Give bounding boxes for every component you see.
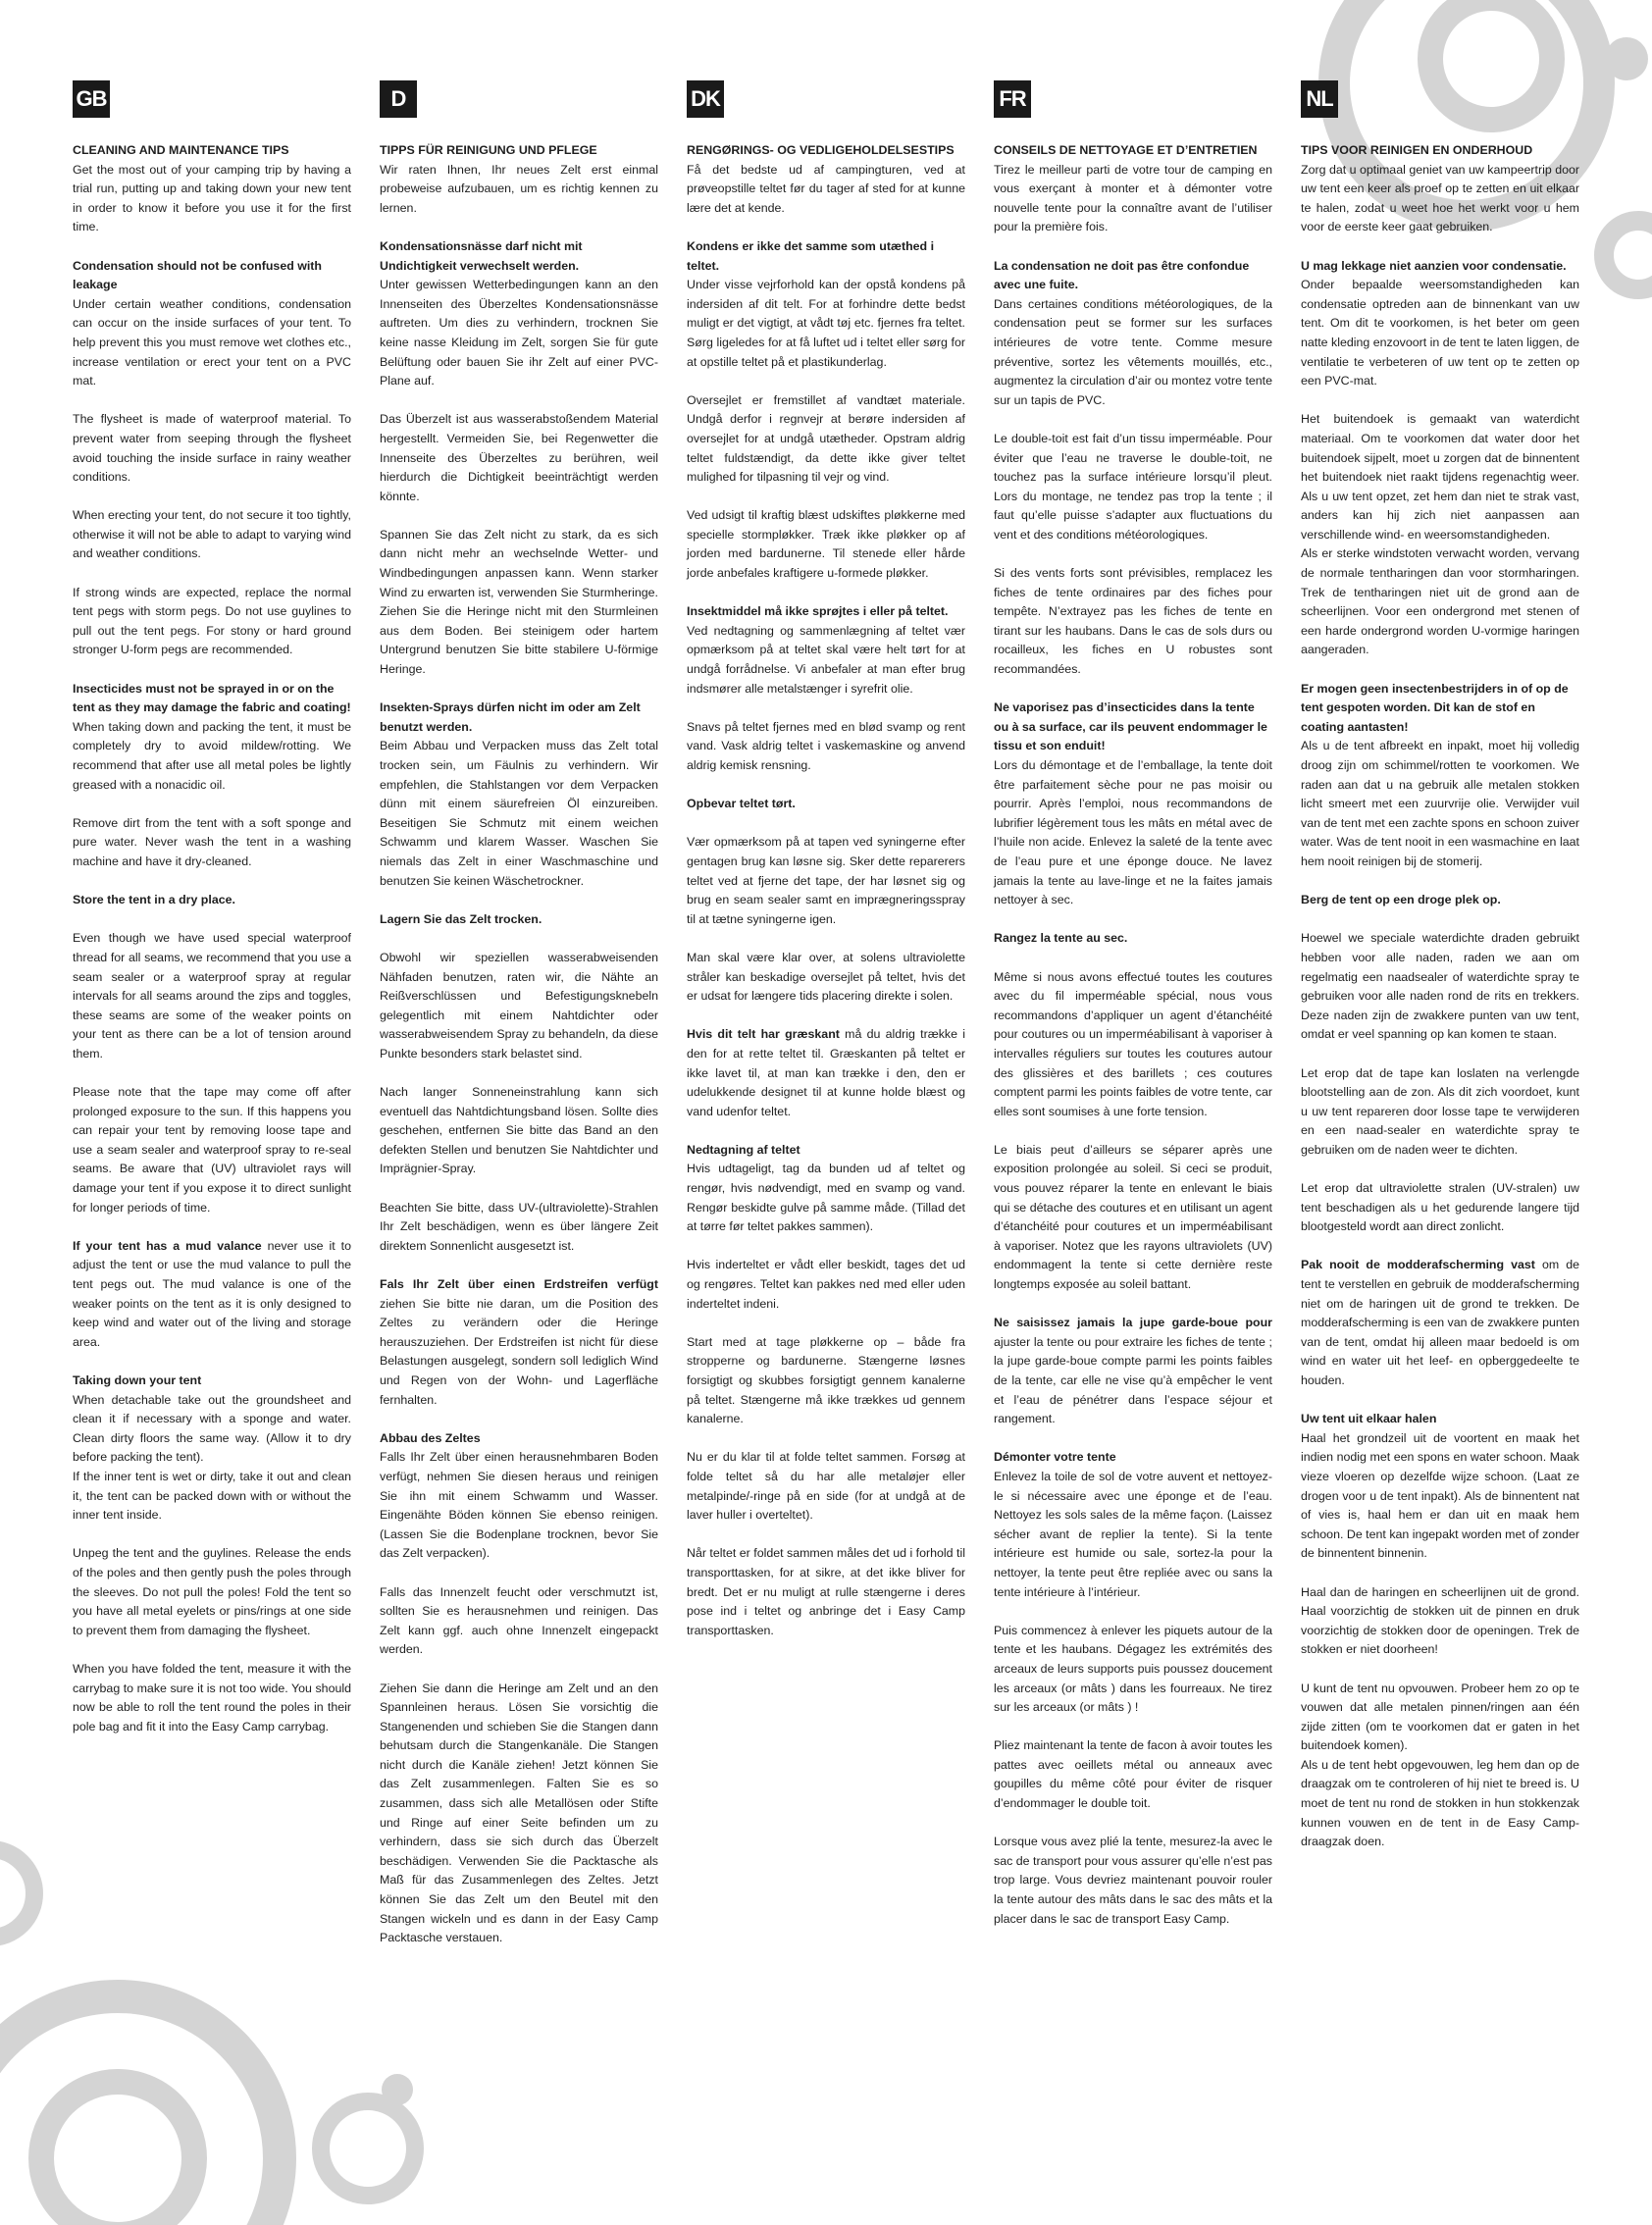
paragraph-text: ajuster la tente ou pour extraire les fiches de tente ; la jupe garde-boue compte parmi les points faibles de la tente, car elle ne vise qu’à empêcher le vent et l’eau de pénétrer dans l’espace séjour et rangement. bbox=[994, 1334, 1272, 1426]
section-block bbox=[1301, 1064, 1579, 1161]
section-block bbox=[994, 257, 1272, 411]
paragraph-text: Hvis udtageligt, tag da bunden ud af teltet og rengør, hvis nødvendigt, med en svamp og vand. Rengør beskidte gulve på samme måde. (Tillad det at tørre før teltet pakkes sammen). bbox=[687, 1162, 965, 1234]
paragraph bbox=[73, 1544, 351, 1640]
paragraph bbox=[994, 756, 1272, 910]
paragraph-text: Falls Ihr Zelt über einen herausnehmbaren Boden verfügt, nehmen Sie diesen heraus und reinigen Sie ihn mit einem Schwamm und Wasser. Eingenähte Böden können Sie ebenso reinigen. (Lassen Sie die Bodenplane trocknen, bevor Sie das Zelt verpacken). bbox=[380, 1450, 658, 1561]
section-heading: Lagern Sie das Zelt trocken. bbox=[380, 911, 542, 926]
section-block bbox=[994, 1448, 1272, 1602]
paragraph bbox=[1301, 1179, 1579, 1237]
section-block bbox=[687, 833, 965, 929]
section-block bbox=[1301, 141, 1579, 237]
section-block bbox=[1301, 1680, 1579, 1852]
paragraph bbox=[687, 1256, 965, 1314]
paragraph-text: never use it to adjust the tent or use the mud valance to pull the tent pegs out. The mud valance is one of the weaker points on the tent as it is only designed to keep wind and water out of the living and storage area. bbox=[73, 1238, 351, 1349]
section-heading: Rangez la tente au sec. bbox=[994, 931, 1128, 946]
section-block bbox=[994, 430, 1272, 545]
paragraph bbox=[380, 949, 658, 1064]
paragraph-text: Le double-toit est fait d’un tissu imperméable. Pour éviter que l’eau ne traverse le double-toit, ne touchez pas la surface intérieure lorsqu’il pleut. Lors du montage, ne tendez pas trop la tente ; il faut qu’elle puisse s’adapter aux fluctuations du vent et des conditions météorologiques. bbox=[994, 431, 1272, 542]
language-badge: NL bbox=[1301, 80, 1338, 118]
paragraph bbox=[380, 526, 658, 680]
section-block bbox=[1301, 1583, 1579, 1660]
paragraph-text: U kunt de tent nu opvouwen. Probeer hem zo op te vouwen dat alle metalen pinnen/ringen aan één zijde zitten (om te voorkomen dat er gaten in het buitendoek komen). bbox=[1301, 1681, 1579, 1753]
section-block bbox=[994, 564, 1272, 680]
section-block bbox=[73, 141, 351, 237]
paragraph bbox=[994, 1314, 1272, 1429]
paragraph-text: If the inner tent is wet or dirty, take it out and clean it, the tent can be packed down with or without the inner tent inside. bbox=[73, 1469, 351, 1523]
paragraph bbox=[73, 929, 351, 1063]
section-block bbox=[687, 1544, 965, 1640]
paragraph bbox=[1301, 410, 1579, 544]
paragraph bbox=[994, 295, 1272, 411]
paragraph bbox=[994, 564, 1272, 680]
section-heading: Démonter votre tente bbox=[994, 1450, 1116, 1465]
column-dk bbox=[687, 80, 965, 2199]
paragraph-text: Puis commencez à enlever les piquets autour de la tente et les haubans. Dégagez les extrémités des arceaux de leurs supports puis poussez doucement les arceaux (or mâts ) dans les fourreaux. Ne tirez sur les arceaux (or mâts ) ! bbox=[994, 1623, 1272, 1715]
section-block bbox=[380, 949, 658, 1064]
section-block bbox=[687, 391, 965, 488]
section-block bbox=[994, 699, 1272, 910]
section-block bbox=[380, 1429, 658, 1564]
paragraph bbox=[994, 161, 1272, 237]
paragraph bbox=[1301, 1064, 1579, 1161]
paragraph bbox=[380, 410, 658, 506]
paragraph-text: Please note that the tape may come off after prolonged exposure to the sun. If this happens you can repair your tent by removing loose tape and use a seam sealer and waterproof spray to re-seal seams. Be aware that (UV) ultraviolet rays will damage your tent if you expose it to direct sunlight for longer periods of time. bbox=[73, 1085, 351, 1215]
section-block bbox=[994, 1833, 1272, 1929]
paragraph bbox=[1301, 1680, 1579, 1756]
paragraph bbox=[73, 1083, 351, 1217]
section-heading: La condensation ne doit pas être confondue avec une fuite. bbox=[994, 258, 1250, 292]
column-nl bbox=[1301, 80, 1579, 2199]
paragraph-text: Obwohl wir speziellen wasserabweisenden Nähfaden benutzen, raten wir, die Nähte an Reißverschlüssen und Befestigungsknebeln gelegentlich mit einem Nahtdichter oder wasserabweisendem Spray zu behandeln, da diese Punkte besonders stark belastet sind. bbox=[380, 950, 658, 1061]
section-block bbox=[380, 1275, 658, 1410]
section-block bbox=[380, 699, 658, 891]
language-badge: DK bbox=[687, 80, 724, 118]
paragraph-text: Under visse vejrforhold kan der opstå kondens på indersiden af dit telt. For at forhindre dette bedst muligt er det vigtigt, at vådt tøj etc. fjernes fra teltet. Sørg ligeledes for at få luftet ud i teltet eller sørg for at opstille teltet på et plastikunderlag. bbox=[687, 278, 965, 369]
paragraph-text: Tirez le meilleur parti de votre tour de camping en vous exerçant à monter et à démonter votre nouvelle tente pour la connaître avant de l’utiliser pour la première fois. bbox=[994, 162, 1272, 234]
paragraph-text: When detachable take out the groundsheet and clean it if necessary with a sponge and water. Clean dirty floors the same way. (Allow it to dry before packing the tent). bbox=[73, 1392, 351, 1465]
paragraph bbox=[380, 276, 658, 391]
paragraph bbox=[994, 1468, 1272, 1602]
column-d bbox=[380, 80, 658, 2199]
section-heading: U mag lekkage niet aanzien voor condensatie. bbox=[1301, 258, 1567, 273]
paragraph bbox=[1301, 1583, 1579, 1660]
section-block bbox=[687, 1141, 965, 1237]
section-block bbox=[73, 814, 351, 872]
section-block bbox=[1301, 410, 1579, 660]
paragraph-text: Si des vents forts sont prévisibles, remplacez les fiches de tente ordinaires par des fiches pour tempête. N’extrayez pas les fiches de tente en tirant sur les haubans. Dans le cas de sols durs ou rocailleux, les fiches en U robustes sont recommandées. bbox=[994, 566, 1272, 677]
paragraph-text: If strong winds are expected, replace the normal tent pegs with storm pegs. Do not use guylines to pull out the tent pegs. For stony or hard ground stronger U-form pegs are recommended. bbox=[73, 585, 351, 657]
section-block bbox=[73, 1660, 351, 1736]
paragraph-text: When taking down and packing the tent, it must be completely dry to avoid mildew/rotting. We recommend that after use all metal poles be lightly greased with a nonacidic oil. bbox=[73, 719, 351, 792]
paragraph-text: Få det bedste ud af campingturen, ved at prøveopstille teltet før du tager af sted for at kunne lære det at kende. bbox=[687, 162, 965, 215]
paragraph bbox=[1301, 161, 1579, 237]
paragraph-text: Snavs på teltet fjernes med en blød svamp og rent vand. Vask aldrig teltet i vaskemaskine og anvend aldrig kemisk rensning. bbox=[687, 719, 965, 772]
section-block bbox=[994, 1141, 1272, 1295]
paragraph-text: Zorg dat u optimaal geniet van uw kampeertrip door uw tent een keer als proef op te zetten en uit elkaar te halen, zodat u weet hoe het werkt voor u hem voor de eerste keer gaat gebruiken. bbox=[1301, 162, 1579, 234]
paragraph bbox=[687, 276, 965, 372]
paragraph-text: Als u de tent afbreekt en inpakt, moet hij volledig droog zijn om schimmel/rotten te voorkomen. We raden aan dat u na gebruik alle metalen stokken licht smeert met een zuurvrije olie. Verwijder vuil van de tent met een zachte spons en schoon zuiver water. Was de tent nooit in een wasmachine en laat hem nooit reinigen bij de stomerij. bbox=[1301, 739, 1579, 868]
paragraph-text: Oversejlet er fremstillet af vandtæt materiale. Undgå derfor i regnvejr at berøre indersiden af oversejlet for at undgå utætheder. Opstram aldrig teltet fuldstændigt, da dette ikke giver teltet mulighed for tilpasning til vejr og vind. bbox=[687, 392, 965, 485]
section-block bbox=[687, 1256, 965, 1314]
paragraph bbox=[73, 1468, 351, 1526]
section-heading: Ne vaporisez pas d’insecticides dans la tente ou à sa surface, car ils peuvent endommager le tissu et son enduit! bbox=[994, 700, 1267, 753]
column-fr bbox=[994, 80, 1272, 2199]
paragraph bbox=[994, 1833, 1272, 1929]
paragraph-text: Let erop dat de tape kan loslaten na verlengde blootstelling aan de zon. Als dit zich voordoet, kunt u uw tent repareren door losse tape te verwijderen en een naad-sealer en waterdichte spray te gebruiken om de naden weer te dichten. bbox=[1301, 1065, 1579, 1157]
paragraph-text: Enlevez la toile de sol de votre auvent et nettoyez-le si nécessaire avec une éponge et de l’eau. Nettoyez les sols sales de la même façon. (Laissez sécher avant de replier la tente). Si la tente intérieure est humide ou sale, sortez-la pour la nettoyer, la tente peut être repliée avec ou sans la tente intérieure à l’intérieur. bbox=[994, 1469, 1272, 1599]
paragraph-text: Let erop dat ultraviolette stralen (UV-stralen) uw tent beschadigen als u het gedurende langere tijd blootgesteld wordt aan direct zonlicht. bbox=[1301, 1181, 1579, 1234]
section-heading: TIPPS FÜR REINIGUNG UND PFLEGE bbox=[380, 143, 597, 157]
section-heading: Condensation should not be confused with leakage bbox=[73, 258, 322, 292]
paragraph-text: Haal dan de haringen en scheerlijnen uit de grond. Haal voorzichtig de stokken uit de pinnen en druk voorzichtig de stokken door de openingen. Trek de stokken er niet doorheen! bbox=[1301, 1584, 1579, 1657]
paragraph bbox=[994, 430, 1272, 545]
paragraph-text: Dans certaines conditions météorologiques, de la condensation peut se former sur les surfaces intérieures de votre tente. Comme mesure préventive, sortez les vêtements mouillés, etc., augmentez la circulation d’air ou montez votre tente sur un tapis de PVC. bbox=[994, 296, 1272, 407]
section-block bbox=[994, 968, 1272, 1122]
section-block bbox=[1301, 680, 1579, 872]
paragraph bbox=[1301, 1256, 1579, 1390]
paragraph-text: Pliez maintenant la tente de facon à avoir toutes les pattes avec oeillets métal ou anneaux avec goupilles du même côté pour éviter de risquer d’endommager le double toit. bbox=[994, 1738, 1272, 1811]
paragraph-text: Vær opmærksom på at tapen ved syningerne efter gentagen brug kan løsne sig. Sker dette reparerers teltet ved at fjerne det tape, der har løsnet sig og brug en seam sealer samt en imprægneringsspray til at tætne syningerne igen. bbox=[687, 835, 965, 926]
paragraph-text: Beim Abbau und Verpacken muss das Zelt total trocken sein, um Fäulnis zu verhindern. Wir empfehlen, die Stahlstangen vor dem Verpacken dünn mit einem säurefreien Öl einzureiben. Beseitigen Sie Schmutz mit einem weichen Schwamm und klarem Wasser. Waschen Sie niemals das Zelt in einer Waschmaschine und benutzen Sie keinen Wäschetrockner. bbox=[380, 739, 658, 888]
bold-lead-in: Ne saisissez jamais la jupe garde-boue pour bbox=[994, 1316, 1272, 1330]
paragraph bbox=[380, 161, 658, 219]
paragraph-text: Het buitendoek is gemaakt van waterdicht materiaal. Om te voorkomen dat water door het buitendoek sijpelt, moet u zorgen dat de binnentent het buitendoek niet raakt tijdens regenachtig weer. Als u uw tent opzet, zet hem dan niet te strak vast, anders kan hij zich niet aanpassen aan verschillende wind- en weersomstandigheden. bbox=[1301, 412, 1579, 542]
paragraph-text: Ziehen Sie dann die Heringe am Zelt und an den Spannleinen heraus. Lösen Sie vorsichtig die Stangenenden und schieben Sie die Stangen dann behutsam durch die Stangenkanäle. Die Stangen nicht durch die Kanäle ziehen! Jetzt können Sie das Zelt zusammenlegen. Falten Sie es so zusammen, dass sich alle Metallösen oder Stifte und Ringe auf einer Seite befinden um zu verhindern, dass sie sich durch das Überzelt beschädigen. Verwenden Sie die Packtasche als Maß für das Zusammenlegen des Zeltes. Jetzt können Sie das Zelt um den Beutel mit den Stangen wickeln und es dann in der Easy Camp Packtasche verstauen. bbox=[380, 1681, 658, 1945]
section-heading: Kondens er ikke det samme som utæthed i teltet. bbox=[687, 238, 935, 273]
section-heading: RENGØRINGS- OG VEDLIGEHOLDELSESTIPS bbox=[687, 143, 955, 157]
paragraph bbox=[73, 584, 351, 660]
paragraph bbox=[687, 506, 965, 583]
section-block bbox=[994, 1314, 1272, 1429]
paragraph-text: Lorsque vous avez plié la tente, mesurez-la avec le sac de transport pour vous assurer qu’elle n’est pas trop large. Vous devriez maintenant pouvoir rouler la tente autour des mâts dans le sac des mâts et la placer dans le sac de transport Easy Camp. bbox=[994, 1835, 1272, 1926]
paragraph bbox=[994, 1141, 1272, 1295]
paragraph bbox=[687, 622, 965, 699]
paragraph bbox=[687, 1333, 965, 1429]
paragraph bbox=[380, 1083, 658, 1179]
paragraph bbox=[687, 833, 965, 929]
paragraph bbox=[73, 1660, 351, 1736]
paragraph-text: Ved udsigt til kraftig blæst udskiftes pløkkerne med specielle stormpløkker. Træk ikke pløkker op af jorden med bardunerne. Til stenede eller hårde jorde anbefales kraftigere u-formede pløkker. bbox=[687, 508, 965, 581]
paragraph bbox=[380, 1680, 658, 1948]
paragraph-text: Hoewel we speciale waterdichte draden gebruikt hebben voor alle naden, raden we aan om regelmatig een naadsealer of waterdichte spray te gebruiken voor alle naden rond de rits en trekkers. Deze naden zijn de zwakkere punten van uw tent, omdat er veel spanning op kan komen te staan. bbox=[1301, 931, 1579, 1042]
paragraph-text: Als u de tent hebt opgevouwen, leg hem dan op de draagzak om te controleren of hij niet te breed is. U moet de tent nu rond de stokken in hun stokkenzak kunnen vouwen en de tent in de Easy Camp-draagzak doen. bbox=[1301, 1757, 1579, 1849]
section-heading: CONSEILS DE NETTOYAGE ET D’ENTRETIEN bbox=[994, 143, 1258, 157]
paragraph bbox=[73, 718, 351, 795]
paragraph bbox=[73, 295, 351, 391]
language-badge: D bbox=[380, 80, 417, 118]
circle-dot-top-right bbox=[1605, 37, 1648, 80]
paragraph bbox=[1301, 929, 1579, 1045]
bold-lead-in: Hvis dit telt har græskant bbox=[687, 1027, 840, 1042]
paragraph bbox=[1301, 1756, 1579, 1852]
paragraph-text: The flysheet is made of waterproof material. To prevent water from seeping through the flysheet avoid touching the inside surface in rainy weather conditions. bbox=[73, 412, 351, 485]
section-block bbox=[380, 1583, 658, 1660]
paragraph bbox=[73, 1237, 351, 1353]
section-block bbox=[380, 910, 658, 930]
paragraph bbox=[380, 1583, 658, 1660]
section-block bbox=[380, 1083, 658, 1179]
paragraph bbox=[1301, 1429, 1579, 1564]
paragraph bbox=[687, 1160, 965, 1236]
paragraph-text: må du aldrig trække i den for at rette teltet til. Græskanten på teltet er ikke lavet til, at man kan trække i den, den er udelukkende designet til at kunne holde blæst og vand udenfor teltet. bbox=[687, 1027, 965, 1118]
section-block bbox=[994, 141, 1272, 237]
column-gb bbox=[73, 80, 351, 2199]
paragraph-text: Als er sterke windstoten verwacht worden, vervang de normale tentharingen dan voor stormharingen. Trek de tentharingen niet uit de grond aan de scheerlijnen. Voor een ondergrond met stenen of een harde ondergrond worden U-vormige haringen aangeraden. bbox=[1301, 546, 1579, 657]
section-block bbox=[1301, 257, 1579, 391]
section-heading: Kondensationsnässe darf nicht mit Undichtigkeit verwechselt werden. bbox=[380, 238, 583, 273]
paragraph bbox=[994, 1736, 1272, 1813]
section-block bbox=[1301, 1410, 1579, 1564]
section-block bbox=[73, 410, 351, 487]
paragraph-text: Wir raten Ihnen, Ihr neues Zelt erst einmal probeweise aufzubauen, um es richtig kennen zu lernen. bbox=[380, 162, 658, 215]
section-block bbox=[687, 1448, 965, 1525]
paragraph bbox=[380, 1199, 658, 1257]
section-block bbox=[1301, 1179, 1579, 1237]
section-heading: Insektmiddel må ikke sprøjtes i eller på teltet. bbox=[687, 604, 949, 619]
section-block bbox=[994, 929, 1272, 949]
paragraph-text: Onder bepaalde weersomstandigheden kan condensatie optreden aan de binnenkant van uw tent. Om dit te voorkomen, is het beter om geen natte kleding enzovoort in de tent te laten liggen, de ventilatie te verbeteren of uw tent op te zetten op een PVC-mat. bbox=[1301, 278, 1579, 388]
paragraph bbox=[73, 1391, 351, 1468]
section-heading: Abbau des Zeltes bbox=[380, 1430, 481, 1445]
circle-ring-bottom-left-edge bbox=[0, 1849, 34, 1938]
paragraph bbox=[1301, 276, 1579, 391]
bold-lead-in: Pak nooit de modderafscherming vast bbox=[1301, 1258, 1535, 1272]
bold-lead-in: Fals Ihr Zelt über einen Erdstreifen verfügt bbox=[380, 1277, 658, 1292]
paragraph bbox=[380, 737, 658, 891]
paragraph-text: Lors du démontage et de l’emballage, la tente doit être parfaitement sèche pour ne pas moisir ou pourrir. Après l’emploi, nous recommandons de lubrifier légèrement tous les mâts en métal avec de l’huile non acide. Enlevez la saleté de la tente avec de l’eau pure et une éponge douce. Ne lavez jamais la tente au lave-linge et ne la faites jamais nettoyer à sec. bbox=[994, 758, 1272, 907]
section-heading: CLEANING AND MAINTENANCE TIPS bbox=[73, 143, 289, 157]
section-block bbox=[73, 1544, 351, 1640]
paragraph-text: Even though we have used special waterproof thread for all seams, we recommend that you use a seam sealer or a waterproof spray at regular intervals for all seams around the zips and toggles, these seams are some of the weaker points on your tent as there can be a lot of tension around them. bbox=[73, 931, 351, 1061]
section-block bbox=[994, 1622, 1272, 1718]
section-block bbox=[73, 1237, 351, 1353]
paragraph-text: Get the most out of your camping trip by having a trial run, putting up and taking down your new tent in order to know it before you use it for the first time. bbox=[73, 162, 351, 234]
paragraph bbox=[687, 161, 965, 219]
paragraph-text: Même si nous avons effectué toutes les coutures avec du fil imperméable spécial, nous vous recommandons d’appliquer un agent d’étanchéité pour coutures ou un imperméabilisant à vaporiser à intervalles réguliers sur toutes les coutures autour des glissières et des barillets ; ces coutures comptent parmi les points faibles de votre tente, car elles sont soumises à une forte tension. bbox=[994, 969, 1272, 1118]
paragraph bbox=[687, 1544, 965, 1640]
section-block bbox=[1301, 929, 1579, 1045]
language-columns bbox=[73, 80, 1578, 2199]
paragraph bbox=[687, 1448, 965, 1525]
section-block bbox=[73, 1371, 351, 1526]
section-heading: Opbevar teltet tørt. bbox=[687, 797, 796, 811]
section-block bbox=[73, 257, 351, 391]
paragraph bbox=[73, 814, 351, 872]
paragraph-text: When you have folded the tent, measure it with the carrybag to make sure it is not too wide. You should now be able to roll the tent round the poles in their pole bag and fit it into the Easy Camp carrybag. bbox=[73, 1661, 351, 1733]
section-block bbox=[380, 410, 658, 506]
section-block bbox=[687, 1025, 965, 1121]
section-heading: Uw tent uit elkaar halen bbox=[1301, 1412, 1437, 1426]
paragraph-text: ziehen Sie bitte nie daran, um die Position des Zeltes zu verändern oder die Heringe herauszuziehen. Der Erdstreifen ist nicht für diese Belastungen ausgelegt, sondern soll lediglich Wind und Regen von der Wohn- und Lagerfläche fernhalten. bbox=[380, 1296, 658, 1407]
section-block bbox=[380, 141, 658, 218]
paragraph-text: Nach langer Sonneneinstrahlung kann sich eventuell das Nahtdichtungsband lösen. Sollte dies geschehen, entfernen Sie bitte das Band an den defekten Stellen und benutzen Sie Nahtdichter und Imprägnier-Spray. bbox=[380, 1085, 658, 1176]
section-block bbox=[73, 680, 351, 796]
section-block bbox=[73, 891, 351, 910]
section-block bbox=[687, 602, 965, 699]
paragraph-text: Falls das Innenzelt feucht oder verschmutzt ist, sollten Sie es herausnehmen und reinigen. Das Zelt kann ggf. auch ohne Innenzelt eingepackt werden. bbox=[380, 1584, 658, 1657]
section-block bbox=[73, 584, 351, 660]
section-block bbox=[380, 526, 658, 680]
paragraph-text: Når teltet er foldet sammen måles det ud i forhold til transporttasken, for at sikre, at det ikke bliver for bredt. Det er nu muligt at rulle stængerne i deres pose ind i teltet og anbringe det i Easy Camp transporttasken. bbox=[687, 1546, 965, 1637]
paragraph-text: Man skal være klar over, at solens ultraviolette stråler kan beskadige oversejlet på teltet, hvis det er udsat for længere tids placering direkte i solen. bbox=[687, 950, 965, 1004]
section-block bbox=[687, 1333, 965, 1429]
language-badge: FR bbox=[994, 80, 1031, 118]
section-block bbox=[73, 929, 351, 1063]
paragraph-text: Start med at tage pløkkerne op – både fra stropperne og bardunerne. Stængerne løsnes forsigtigt og skubbes forsigtigt gennem kanalerne på teltet. Stængerne må ikke trækkes ud gennem kanalerne. bbox=[687, 1334, 965, 1426]
paragraph bbox=[994, 1622, 1272, 1718]
circle-ring-top-right-small bbox=[1604, 221, 1652, 289]
paragraph-text: Das Überzelt ist aus wasserabstoßendem Material hergestellt. Vermeiden Sie, bei Regenwetter die Innenseite des Überzeltes zu berühren, weil hierdurch die Dichtigkeit beeinträchtigt werden könnte. bbox=[380, 412, 658, 503]
paragraph bbox=[687, 718, 965, 776]
paragraph bbox=[994, 968, 1272, 1122]
section-heading: Insekten-Sprays dürfen nicht im oder am Zelt benutzt werden. bbox=[380, 700, 641, 734]
paragraph-text: Remove dirt from the tent with a soft sponge and pure water. Never wash the tent in a washing machine and have it dry-cleaned. bbox=[73, 815, 351, 868]
section-heading: Store the tent in a dry place. bbox=[73, 893, 235, 907]
section-heading: Berg de tent op een droge plek op. bbox=[1301, 893, 1501, 907]
section-heading: Er mogen geen insectenbestrijders in of op de tent gespoten worden. Dit kan de stof en coating aantasten! bbox=[1301, 681, 1569, 734]
paragraph-text: Haal het grondzeil uit de voortent en maak het indien nodig met een spons en water schoon. Maak vieze vloeren op dezelfde wijze schoon. (Laat ze drogen voor u de tent inpakt). Als de binnentent nat of vies is, haal hem er dan uit en maak hem schoon. De tent kan ingepakt worden met of zonder de binnentent binnenin. bbox=[1301, 1430, 1579, 1561]
paragraph-text: Beachten Sie bitte, dass UV-(ultraviolette)-Strahlen Ihr Zelt beschädigen, wenn es über längere Zeit direktem Sonnenlicht ausgesetzt ist. bbox=[380, 1200, 658, 1253]
paragraph bbox=[380, 1448, 658, 1564]
paragraph bbox=[73, 410, 351, 487]
section-block bbox=[687, 718, 965, 776]
section-block bbox=[687, 949, 965, 1007]
section-heading: Insecticides must not be sprayed in or on the tent as they may damage the fabric and coating! bbox=[73, 681, 351, 715]
paragraph-text: Under certain weather conditions, condensation can occur on the inside surfaces of your tent. To help prevent this you must remove wet clothes etc., increase ventilation or erect your tent on a PVC mat. bbox=[73, 296, 351, 388]
section-heading: Taking down your tent bbox=[73, 1373, 202, 1387]
paragraph bbox=[687, 949, 965, 1007]
paragraph bbox=[1301, 544, 1579, 660]
section-block bbox=[687, 506, 965, 583]
section-block bbox=[380, 237, 658, 391]
section-heading: Nedtagning af teltet bbox=[687, 1142, 800, 1157]
section-block bbox=[994, 1736, 1272, 1813]
language-badge: GB bbox=[73, 80, 110, 118]
paragraph bbox=[73, 506, 351, 564]
paragraph-text: When erecting your tent, do not secure it too tightly, otherwise it will not be able to adapt to varying wind and weather conditions. bbox=[73, 508, 351, 561]
paragraph bbox=[1301, 737, 1579, 871]
paragraph-text: Le biais peut d’ailleurs se séparer après une exposition prolongée au soleil. Si ceci se produit, vous pouvez réparer la tente en enlevant le biais qui se détache des coutures et en utilisant un agent d’étanchéité pour coutures et un imperméabilisant à vaporiser. Notez que les rayons ultraviolets (UV) endommagent la tente si cette dernière reste longtemps exposée au soleil battant. bbox=[994, 1142, 1272, 1292]
paragraph-text: Spannen Sie das Zelt nicht zu stark, da es sich dann nicht mehr an wechselnde Wetter- und Windbedingungen anpassen kann. Wenn starker Wind zu erwarten ist, verwenden Sie Sturmheringe. Ziehen Sie die Heringe nicht mit den Sturmleinen aus dem Boden. Bei steinigem oder hartem Untergrund benutzen Sie bitte stabilere U-förmige Heringe. bbox=[380, 527, 658, 677]
paragraph-text: Ved nedtagning og sammenlægning af teltet vær opmærksom på at teltet skal være helt tørt for at undgå forrådnelse. Vi anbefaler at man efter brug indsmører alle metalstænger i syrefrit olie. bbox=[687, 623, 965, 696]
paragraph-text: Unpeg the tent and the guylines. Release the ends of the poles and then gently push the poles through the sleeves. Do not pull the poles! Fold the tent so you have all metal eyelets or pins/rings at one side to prevent them from damaging the flysheet. bbox=[73, 1546, 351, 1637]
paragraph-text: Hvis inderteltet er vådt eller beskidt, tages det ud og rengøres. Teltet kan pakkes ned med eller uden inderteltet indeni. bbox=[687, 1258, 965, 1311]
section-block bbox=[1301, 1256, 1579, 1390]
paragraph bbox=[687, 391, 965, 488]
paragraph bbox=[380, 1275, 658, 1410]
section-block bbox=[687, 141, 965, 218]
paragraph-text: Unter gewissen Wetterbedingungen kann an den Innenseiten des Überzeltes Kondensationsnässe auftreten. Um dies zu verhindern, trocknen Sie keine nasse Kleidung im Zelt, sorgen Sie für gute Belüftung oder bauen Sie ihr Zelt auf einer PVC-Plane auf. bbox=[380, 278, 658, 388]
section-block bbox=[687, 237, 965, 372]
section-block bbox=[73, 506, 351, 564]
section-block bbox=[1301, 891, 1579, 910]
paragraph bbox=[73, 161, 351, 237]
section-block bbox=[687, 795, 965, 814]
section-block bbox=[73, 1083, 351, 1217]
section-block bbox=[380, 1199, 658, 1257]
bold-lead-in: If your tent has a mud valance bbox=[73, 1238, 262, 1253]
section-heading: TIPS VOOR REINIGEN EN ONDERHOUD bbox=[1301, 143, 1533, 157]
paragraph-text: Nu er du klar til at folde teltet sammen. Forsøg at folde teltet så du har alle metaløjer eller metalpinde/-ringe på en side (for at undgå at de laver huller i overteltet). bbox=[687, 1450, 965, 1523]
paragraph-text: om de tent te verstellen en gebruik de modderafscherming niet om de haringen uit de grond te trekken. De modderafscherming is een van de zwakkere punten van de tent, omdat hij alleen maar bedoeld is om wind en water uit het leef- en opberggedeelte te houden. bbox=[1301, 1258, 1579, 1387]
paragraph bbox=[687, 1025, 965, 1121]
section-block bbox=[380, 1680, 658, 1948]
